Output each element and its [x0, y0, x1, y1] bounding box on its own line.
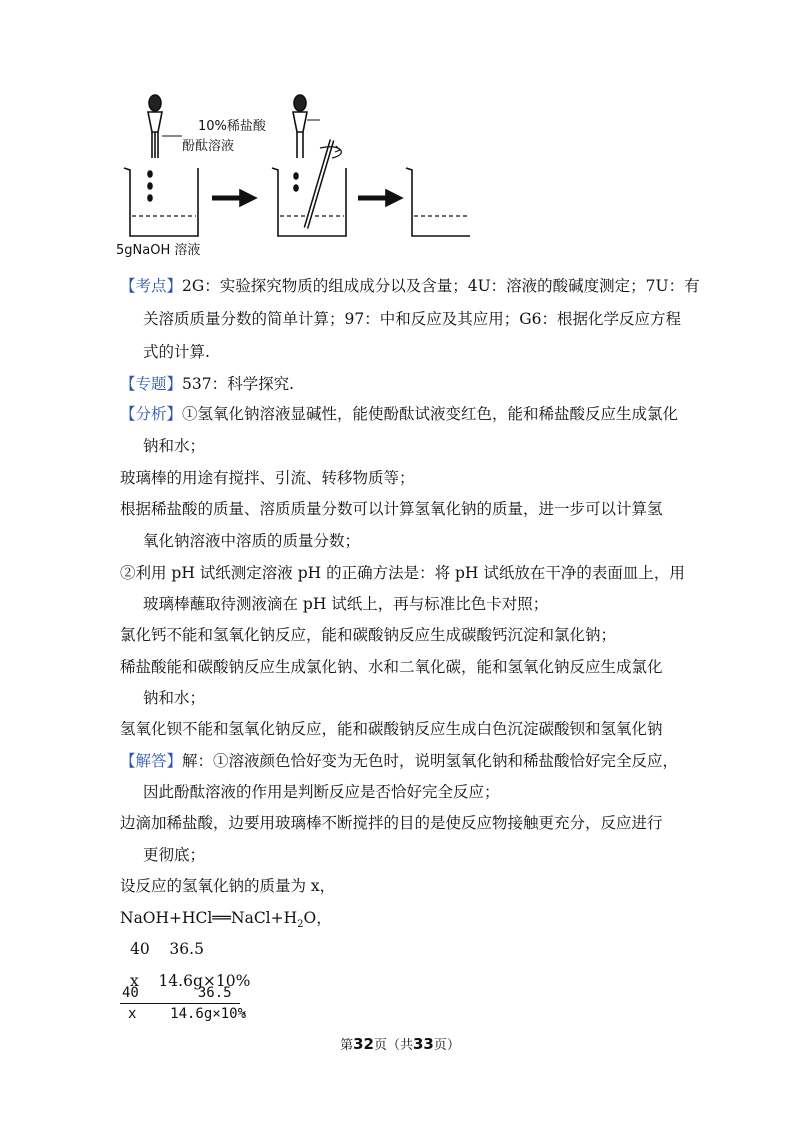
- kaodian-line-2: 关溶质质量分数的简单计算；97：中和反应及其应用；G6：根据化学反应方程: [143, 310, 681, 328]
- fenxi-line-11: 氢氧化钡不能和氢氧化钠反应，能和碳酸钠反应生成白色沉淀碳酸钡和氢氧化钠: [120, 720, 663, 738]
- arrow-right-icon: [240, 190, 256, 206]
- jieda-line-5: 设反应的氢氧化钠的质量为 x，: [120, 877, 336, 895]
- fenxi-line-6: ②利用 pH 试纸测定溶液 pH 的正确方法是：将 pH 试纸放在干净的表面皿上，用: [120, 564, 685, 582]
- kaodian-line-3: 式的计算.: [143, 343, 210, 361]
- kaodian-line-1: 【考点】2G：实验探究物质的组成成分以及含量；4U：溶液的酸碱度测定；7U：有: [120, 277, 700, 295]
- fenxi-line-2: 钠和水；: [143, 437, 206, 455]
- fraction-tail: ，: [242, 1002, 256, 1018]
- dropper-bulb-icon: [149, 95, 161, 111]
- fenxi-line-1: 【分析】①氢氧化钠溶液显碱性，能使酚酞试液变红色，能和稀盐酸反应生成氯化: [120, 405, 679, 423]
- jieda-line-3: 边滴加稀盐酸，边要用玻璃棒不断搅拌的目的是使反应物接触更充分，反应进行: [120, 814, 663, 832]
- mass-ratio-line-2: x 14.6g×10%: [130, 972, 251, 990]
- beaker-1-icon: [124, 168, 198, 236]
- arrow-right-icon: [386, 190, 402, 206]
- experiment-figure: [110, 88, 470, 263]
- fenxi-line-9: 稀盐酸能和碳酸钠反应生成氯化钠、水和二氧化碳，能和氢氧化钠反应生成氯化: [120, 658, 663, 676]
- label-naoh: 5gNaOH 溶液: [116, 243, 201, 258]
- fenxi-tag: 【分析】: [120, 405, 183, 423]
- fenxi-line-8: 氯化钙不能和氢氧化钠反应，能和碳酸钠反应生成碳酸钙沉淀和氯化钠；: [120, 626, 617, 644]
- jieda-line-2: 因此酚酞溶液的作用是判断反应是否恰好完全反应；: [143, 783, 500, 801]
- current-page: 32: [353, 1035, 374, 1053]
- beaker-3-icon: [406, 168, 470, 236]
- fraction-bar: [120, 1003, 240, 1004]
- fraction-denominator: x 14.6g×10%: [128, 1006, 247, 1022]
- label-indicator: 酚酞溶液: [182, 139, 235, 154]
- fenxi-line-10: 钠和水；: [143, 689, 206, 707]
- jieda-tag: 【解答】: [120, 752, 183, 770]
- proportion-fraction: [120, 985, 256, 1025]
- jieda-line-1: 【解答】解：①溶液颜色恰好变为无色时，说明氢氧化钠和稀盐酸恰好完全反应，: [120, 752, 679, 770]
- apparatus-diagram: [110, 88, 470, 263]
- total-pages: 33: [413, 1035, 434, 1053]
- fenxi-line-5: 氧化钠溶液中溶质的质量分数；: [143, 532, 361, 550]
- jieda-line-4: 更彻底；: [143, 846, 206, 864]
- fenxi-line-4: 根据稀盐酸的质量、溶质质量分数可以计算氢氧化钠的质量，进一步可以计算氢: [120, 500, 663, 518]
- page-footer: 第32页（共33页）: [340, 1035, 460, 1053]
- zhuanti-line: 【专题】537：科学探究.: [120, 375, 295, 393]
- fenxi-line-3: 玻璃棒的用途有搅拌、引流、转移物质等；: [120, 469, 415, 487]
- dropper-bulb-icon: [294, 95, 306, 111]
- zhuanti-tag: 【专题】: [120, 375, 183, 393]
- fraction-numerator: 40 36.5: [122, 985, 232, 1001]
- fenxi-line-7: 玻璃棒蘸取待测液滴在 pH 试纸上，再与标准比色卡对照；: [143, 595, 549, 613]
- label-acid: 10%稀盐酸: [198, 119, 266, 134]
- mass-ratio-line-1: 40 36.5: [130, 940, 204, 958]
- kaodian-tag: 【考点】: [120, 277, 183, 295]
- chemical-equation: $NaOH+HCl══NaCl+H_2O$，: [120, 909, 332, 931]
